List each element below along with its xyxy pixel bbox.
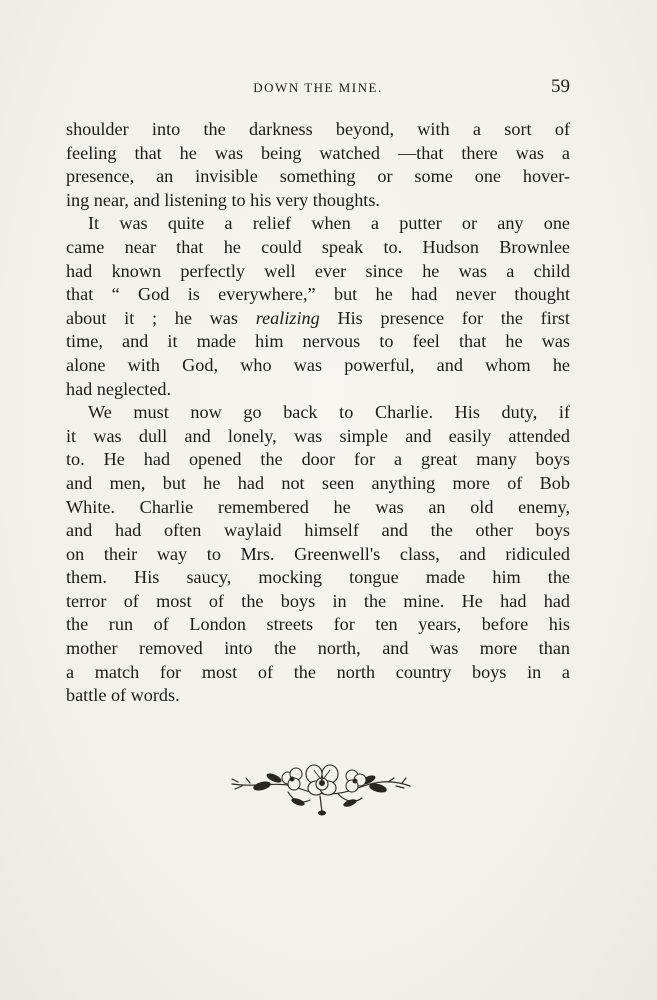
text-line: White. Charlie remembered he was an old enemy, bbox=[66, 496, 570, 517]
text-line: mother removed into the north, and was more than bbox=[66, 638, 570, 659]
emphasized-word: realizing bbox=[255, 307, 320, 328]
text-line: presence, an invisible something or some one hover- bbox=[66, 166, 570, 187]
text-line: a match for most of the north country boys in a bbox=[66, 661, 570, 682]
text-line: We must now go back to Charlie. His duty, if bbox=[88, 402, 570, 423]
floral-vignette-icon bbox=[228, 758, 414, 818]
text-line: It was quite a relief when a putter or any one bbox=[88, 213, 570, 234]
text-line: that “ God is everywhere,” but he had never thought bbox=[66, 284, 570, 305]
text-line: battle of words. bbox=[66, 685, 180, 706]
text-line: the run of London streets for ten years, before his bbox=[66, 614, 570, 635]
running-title: DOWN THE MINE. bbox=[253, 80, 383, 95]
text-line: and men, but he had not seen anything more of Bob bbox=[66, 472, 570, 493]
text-line: had neglected. bbox=[66, 378, 172, 399]
text-line: shoulder into the darkness beyond, with a sort of bbox=[66, 119, 570, 139]
text-line: on their way to Mrs. Greenwell's class, and ridiculed bbox=[66, 543, 570, 564]
page-header bbox=[66, 76, 570, 102]
body-text bbox=[66, 118, 570, 708]
text-line: them. His saucy, mocking tongue made him the bbox=[66, 567, 570, 588]
text-line: terror of most of the boys in the mine. He had had bbox=[66, 590, 570, 611]
text-line: ing near, and listening to his very thoughts. bbox=[66, 189, 380, 210]
text-line: it was dull and lonely, was simple and easily attended bbox=[66, 425, 570, 446]
text-line: feeling that he was being watched —that there was a bbox=[66, 142, 570, 163]
text-line: came near that he could speak to. Hudson Brownlee bbox=[66, 236, 570, 257]
text-line: alone with God, who was powerful, and whom he bbox=[66, 354, 570, 375]
text-line-with-italic: about it ; he was realizing His presence for the first bbox=[66, 307, 570, 328]
text-line: had known perfectly well ever since he was a child bbox=[66, 260, 570, 281]
page-number: 59 bbox=[551, 76, 570, 97]
text-line: to. He had opened the door for a great many boys bbox=[66, 449, 570, 470]
text-line: and had often waylaid himself and the other boys bbox=[66, 520, 570, 541]
text-line: time, and it made him nervous to feel that he was bbox=[66, 331, 570, 352]
